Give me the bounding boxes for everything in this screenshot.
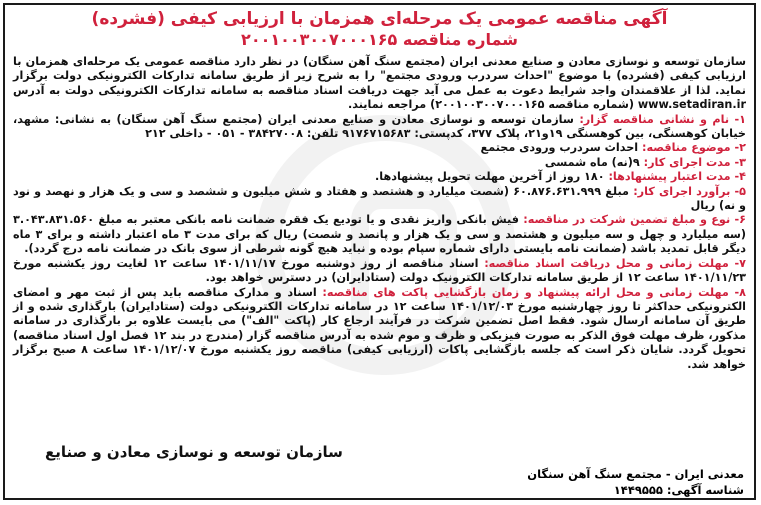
item-label: ۶- نوع و مبلغ تضمین شرکت در مناقصه: bbox=[523, 213, 746, 227]
item-7 bbox=[13, 257, 746, 286]
item-3 bbox=[13, 156, 746, 170]
item-text: ۱۸۰ روز از آخرین مهلت تحویل پیشنهادها. bbox=[375, 170, 609, 184]
item-label: ۸- مهلت زمانی و محل ارائه پیشنهاد و زمان بازگشایی پاکت های مناقصه: bbox=[322, 285, 746, 299]
ad-title: آگهی مناقصه عمومی یک مرحله‌ای همزمان با ارزیابی کیفی (فشرده) bbox=[91, 9, 668, 29]
item-text: اسناد مناقصه از روز دوشنبه مورخ ۱۴۰۱/۱۱/۱۷ ساعت ۱۲ لغایت روز یکشنبه مورخ ۱۴۰۱/۱۱/۲۳ ساعت ۱۲ از طریق سامانه تدارکات الکترونیک دولت (ستادایران) در دسترس خواهد بود. bbox=[13, 256, 746, 285]
item-text: مبلغ ۶۰.۸۷۶.۶۳۱.۹۹۹ (شصت میلیارد و هشتصد و هفتاد و شش میلیون و ششصد و سی و یک هزار و نهصد و نود و نه) ریال bbox=[13, 184, 746, 213]
signature: سازمان توسعه و نوسازی معادن و صنایع bbox=[45, 443, 343, 461]
signature-sub: معدنی ایران - مجتمع سنگ آهن سنگان bbox=[527, 467, 744, 481]
intro-paragraph: سازمان توسعه و نوسازی معادن و صنایع معدنی ایران (مجتمع سنگ آهن سنگان) در نظر دارد مناقصه عمومی یک مرحله‌ای همزمان با ارزیابی کیفی (فشرده) با موضوع "احداث سردرب ورودی مجتمع" را به شرح زیر از طریق سامانه تدارکات الکترونیکی دولت برگزار نماید. لذا از علاقمندان واجد شرایط دعوت به عمل می آید جهت دریافت اسناد مناقصه به سامانه تدارکات الکترونیکی دولت به آدرس www.setadiran.ir (شماره مناقصه ۲۰۰۱۰۰۳۰۰۷۰۰۰۱۶۵) مراجعه نمایند. bbox=[13, 55, 746, 112]
item-label: ۵- برآورد اجرای کار: bbox=[633, 184, 746, 198]
item-6 bbox=[13, 213, 746, 256]
ad-body bbox=[13, 55, 746, 372]
item-text: احداث سردرب ورودی مجتمع bbox=[480, 141, 642, 155]
ad-id: شناسه آگهی: ۱۴۴۹۵۵۵ bbox=[613, 483, 744, 497]
item-5 bbox=[13, 185, 746, 214]
item-label: ۷- مهلت زمانی و محل دریافت اسناد مناقصه: bbox=[484, 256, 747, 270]
item-label: ۳- مدت اجرای کار: bbox=[643, 155, 746, 169]
item-8 bbox=[13, 286, 746, 372]
item-4 bbox=[13, 170, 746, 184]
item-text: فیش بانکی واریز نقدی و یا تودیع یک فقره ضمانت نامه بانکی معتبر به مبلغ ۳.۰۴۳.۸۳۱.۵۶۰ (سه میلیارد و چهل و سه میلیون و هشتصد و سی و یک هزار و پانصد و شصت) ریال که برای مدت ۳ ماه اعتبار داشته و برای ۳ ماه دیگر قابل تمدید باشد (ضمانت نامه بایستی دارای شماره سپام بوده و نباید هیچ گونه شرطی از سوی بانک در ضمانت نامه درج گردد). bbox=[13, 213, 746, 256]
item-text: سازمان توسعه و نوسازی معادن و صنایع معدنی ایران (مجتمع سنگ آهن سنگان) به نشانی: مشهد، خیابان کوهسنگی، بین کوهسنگی ۱۹و۲۱، پلاک ۳۷۷، کدپستی: ۹۱۷۶۷۱۵۶۸۳ تلفن: ۳۸۴۲۷۰۰۸ - ۰۵۱ - داخلی ۲۱۲ bbox=[13, 112, 746, 141]
item-text: اسناد و مدارک مناقصه باید پس از ثبت مهر و امضای الکترونیکی حداکثر تا روز چهارشنبه مورخ ۱۴۰۱/۱۲/۰۳ ساعت ۱۲ در سامانه تدارکات الکترونیکی دولت (ستادایران) بارگذاری شده و از طریق آن سامانه ارسال شود. فقط اصل تضمین شرکت در فرآیند ارجاع کار (پاکت "الف") می بایست علاوه بر بارگذاری در سامانه مذکور، ظرف مهلت فوق الذکر به صورت فیزیکی و ظرف و موم شده به آدرس مناقصه گزار (مندرج در بند ۱۲ فصل اول اسناد مناقصه) تحویل گردد. شایان ذکر است که جلسه بازگشایی پاکات (ارزیابی کیفی) مناقصه روز یکشنبه مورخ ۱۴۰۱/۱۲/۰۷ ساعت ۸ صبح برگزار خواهد شد. bbox=[13, 285, 746, 371]
tender-number: شماره مناقصه ۲۰۰۱۰۰۳۰۰۷۰۰۰۱۶۵ bbox=[241, 30, 518, 49]
item-2 bbox=[13, 141, 746, 155]
item-text: ۹(نه) ماه شمسی bbox=[544, 155, 644, 169]
item-label: ۲- موضوع مناقصه: bbox=[642, 141, 746, 155]
item-label: ۱- نام و نشانی مناقصه گزار: bbox=[579, 112, 746, 126]
item-label: ۴- مدت اعتبار پیشنهادها: bbox=[608, 170, 746, 184]
ad-frame bbox=[3, 3, 756, 500]
item-1 bbox=[13, 113, 746, 142]
